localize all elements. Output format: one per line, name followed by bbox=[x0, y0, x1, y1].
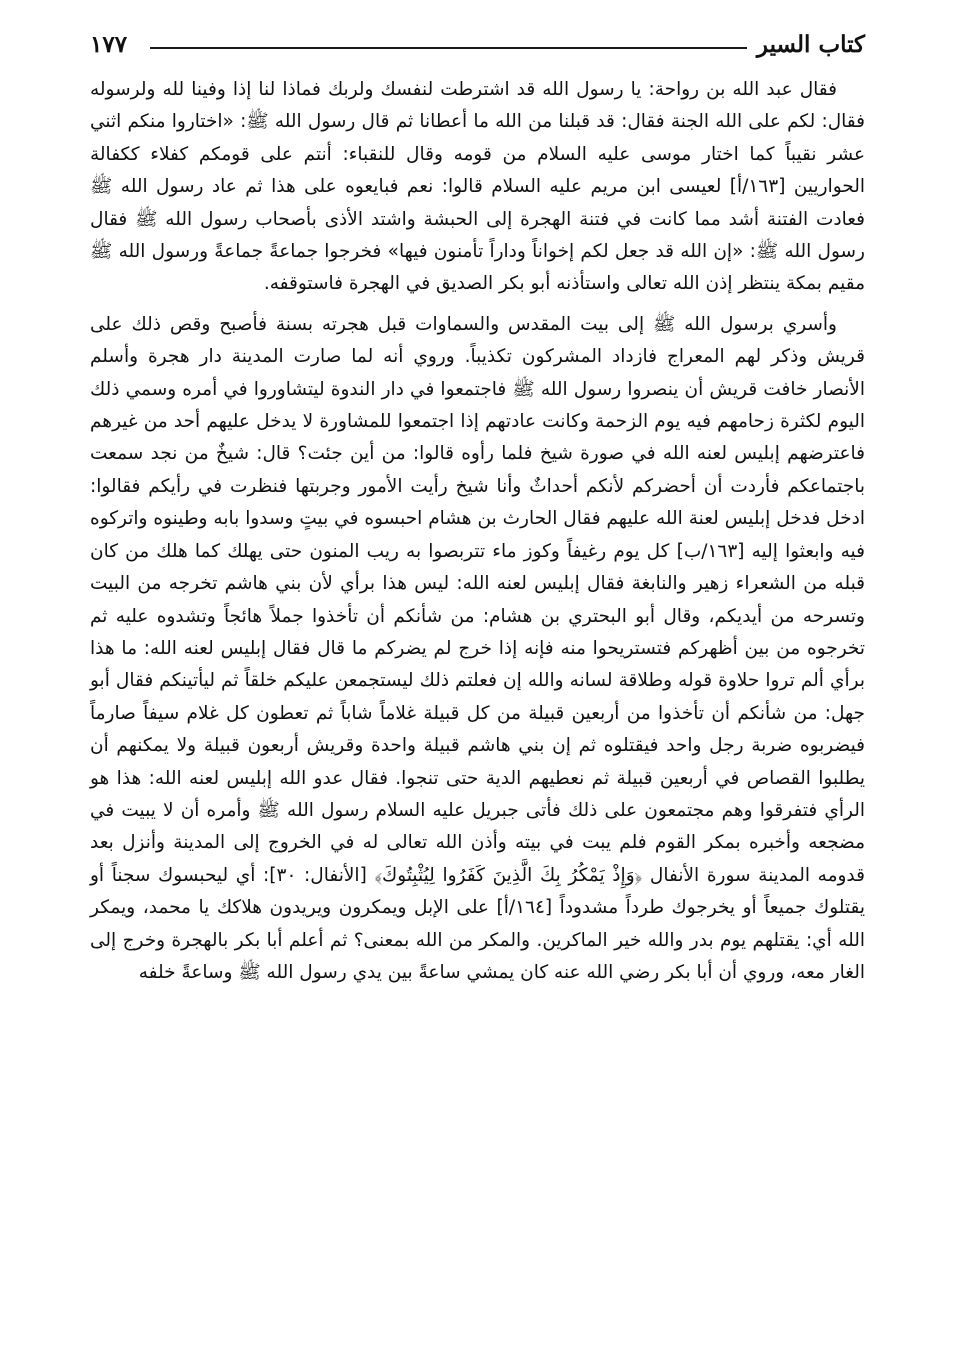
running-header bbox=[90, 26, 865, 66]
paragraph: فقال عبد الله بن رواحة: يا رسول الله قد اشترطت لنفسك ولربك فماذا لنا إذا وفينا لله ولرسوله فقال: لكم على الله الجنة فقال: قد قبلنا من الله ما أعطانا ثم قال رسول الله ﷺ: «اختاروا منكم اثني عشر نقيباً كما اختار موسى عليه السلام من قومه وقال للنقباء: أنتم على قومكم كفلاء ككفالة الحواريين [١٦٣/أ] لعيسى ابن مريم عليه السلام قالوا: نعم فبايعوه على هذا ثم عاد رسول الله ﷺ فعادت الفتنة أشد مما كانت في فتنة الهجرة إلى الحبشة واشتد الأذى بأصحاب رسول الله ﷺ فقال رسول الله ﷺ: «إن الله قد جعل لكم إخواناً وداراً تأمنون فيها» فخرجوا جماعةً جماعةً ورسول الله ﷺ مقيم بمكة ينتظر إذن الله تعالى واستأذنه أبو بكر الصديق في الهجرة فاستوقفه. bbox=[90, 79, 865, 295]
paragraph: وأسري برسول الله ﷺ إلى بيت المقدس والسماوات قبل هجرته بسنة فأصبح وقص ذلك على قريش وذكر لهم المعراج فازداد المشركون تكذيباً. وروي أنه لما صارت المدينة دار هجرة وأسلم الأنصار خافت قريش أن ينصروا رسول الله ﷺ فاجتمعوا في دار الندوة ليتشاوروا في أمره وسمي ذلك اليوم لكثرة زحامهم فيه يوم الزحمة وكانت عادتهم إذا اجتمعوا للمشاورة لا يدخل عليهم أحد من غيرهم فاعترضهم إبليس لعنه الله في صورة شيخ فلما رأوه قالوا: من أين جئت؟ قال: شيخٌ من نجد سمعت باجتماعكم فأردت أن أحضركم لأنكم أحداثٌ وأنا شيخ رأيت الأمور وجربتها فنظرت في رأيكم فقالوا: ادخل فدخل إبليس لعنة الله عليهم فقال الحارث بن هشام احبسوه في بيتٍ وسدوا بابه وطينوه واتركوه فيه وابعثوا إليه [١٦٣/ب] كل يوم رغيفاً وكوز ماء تتربصوا به ريب المنون حتى يهلك كما هلك من كان قبله من الشعراء زهير والنابغة فقال إبليس لعنه الله: ليس هذا برأي لأن بني هاشم تخرجه من البيت وتسرحه من أيديكم، وقال أبو البحتري بن هشام: من شأنكم أن تأخذوا جملاً هائجاً وتشدوه عليه ثم تخرجوه من بين أظهركم فتستريحوا منه فإنه إذا خرج لم يضركم ما قال فقال إبليس لعنه الله: ما هذا برأي ألم تروا حلاوة قوله وطلاقة لسانه والله إن فعلتم ذلك ليستجمعن عليكم خلقاً ثم ليأتينكم فقال أبو جهل: من شأنكم أن تأخذوا من أربعين قبيلة من كل قبيلة غلاماً شاباً ثم تعطون كل غلام سيفاً صارماً فيضربوه ضربة رجل واحد فيقتلوه ثم إن بني هاشم قبيلة واحدة وقريش أربعون قبيلة ولا يمكنهم أن يطلبوا القصاص في أربعين قبيلة ثم نعطيهم الدية حتى تنجوا. فقال عدو الله إبليس لعنه الله: هذا هو الرأي فتفرقوا وهم مجتمعون على ذلك فأتى جبريل عليه السلام رسول الله ﷺ وأمره أن لا يبيت في مضجعه وأخبره بمكر القوم فلم يبت في بيته وأذن الله تعالى له في الخروج إلى المدينة وأنزل بعد قدومه المدينة سورة الأنفال ﴿وَإِذْ يَمْكُرُ بِكَ الَّذِينَ كَفَرُوا لِيُثْبِتُوكَ﴾ [الأنفال: ٣٠]: أي ليحبسوك سجناً أو يقتلوك جميعاً أو يخرجوك طرداً مشدوداً [١٦٤/أ] على الإبل ويمكرون ويريدون هلاكك يا محمد، ويمكر الله أي: يقتلهم يوم بدر والله خير الماكرين. والمكر من الله بمعنى؟ ثم أعلم أبا بكر بالهجرة وخرج إلى الغار معه، وروي أن أبا بكر رضي الله عنه كان يمشي ساعةً بين يدي رسول الله ﷺ وساعةً خلفه bbox=[90, 313, 866, 983]
body-text bbox=[90, 74, 865, 989]
header-rule bbox=[150, 47, 747, 49]
book-title: كتاب السير bbox=[756, 31, 865, 58]
page-number: ١٧٧ bbox=[90, 31, 128, 58]
